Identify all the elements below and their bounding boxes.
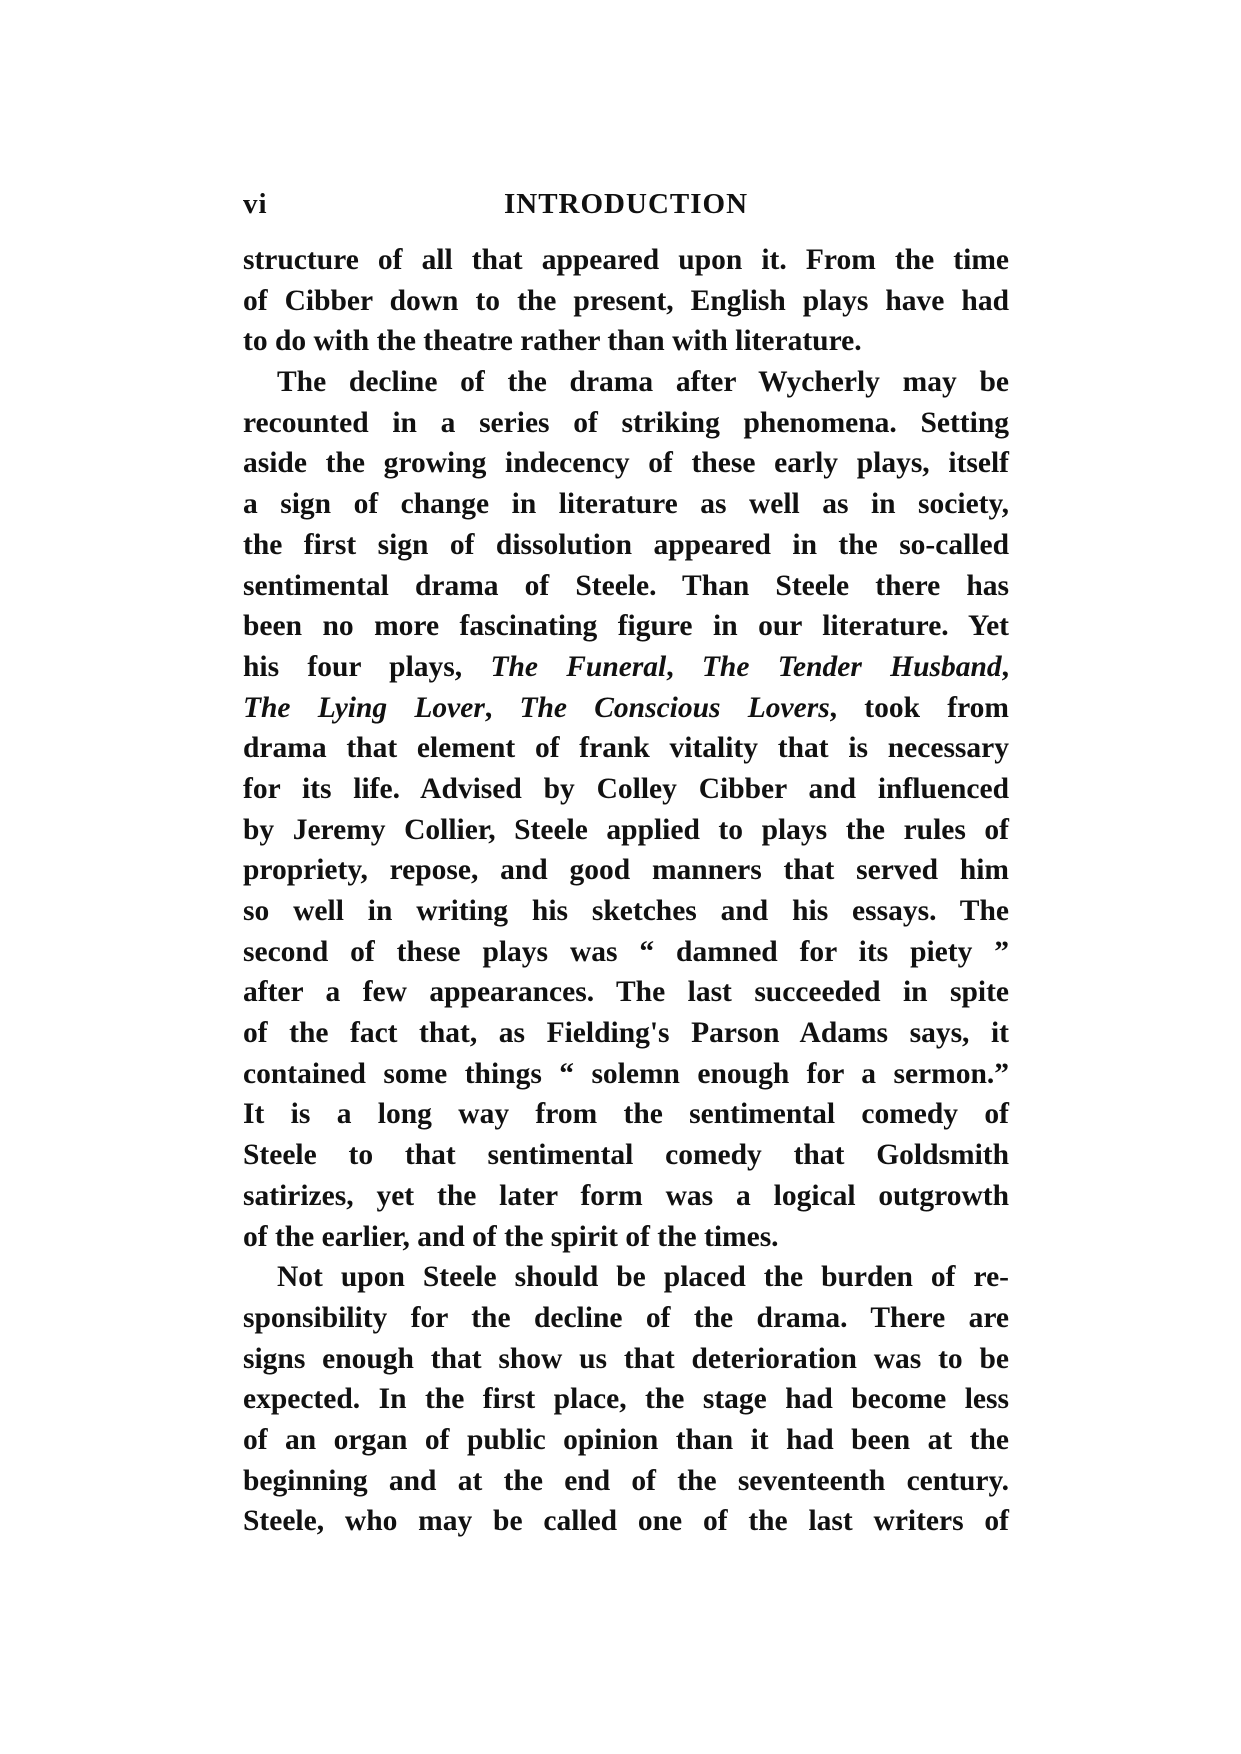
text-line: to do with the theatre rather than with literature. xyxy=(243,325,862,358)
text-line xyxy=(243,647,1009,688)
body-text xyxy=(243,240,1009,1542)
text-line: so well in writing his sketches and his essays. The xyxy=(243,895,1009,927)
text-line: Not upon Steele should be placed the burden of re- xyxy=(277,1261,1009,1294)
text-line: drama that element of frank vitality that is necessary xyxy=(243,732,1009,765)
text-line: signs enough that show us that deterioration was to be xyxy=(243,1342,1009,1375)
text-line: of the fact that, as Fielding's Parson Adams says, it xyxy=(243,1017,1009,1050)
text-line: of Cibber down to the present, English plays have had xyxy=(243,284,1009,317)
text-line: been no more fascinating figure in our literature. Yet xyxy=(243,610,1009,643)
page-header xyxy=(243,188,1009,228)
play-title: The Lying Lover xyxy=(243,691,485,724)
text-line xyxy=(243,688,1009,729)
text-line: structure of all that appeared upon it. From the time xyxy=(243,244,1009,276)
text-line: sentimental drama of Steele. Than Steele there has xyxy=(243,569,1009,602)
text-line: the first sign of dissolution appeared in the so-called xyxy=(243,528,1009,561)
page-number: vi xyxy=(243,188,268,220)
play-title: The Tender Husband xyxy=(701,650,1002,683)
text-line: of an organ of public opinion than it had been at the xyxy=(243,1423,1009,1456)
text-line: Steele, who may be called one of the last writers of xyxy=(243,1505,1009,1538)
text-line: second of these plays was “ damned for its piety ” xyxy=(243,935,1009,968)
text-line: by Jeremy Collier, Steele applied to plays the rules of xyxy=(243,813,1009,846)
text-line: sponsibility for the decline of the drama. There are xyxy=(243,1301,1009,1334)
text-line: of the earlier, and of the spirit of the times. xyxy=(243,1220,779,1253)
text-line: Steele to that sentimental comedy that Goldsmith xyxy=(243,1139,1009,1172)
text-line: contained some things “ solemn enough for a sermon.” xyxy=(243,1057,1009,1090)
text-line: satirizes, yet the later form was a logical outgrowth xyxy=(243,1179,1009,1212)
text-line: It is a long way from the sentimental comedy of xyxy=(243,1098,1009,1131)
text-line: expected. In the first place, the stage had become less xyxy=(243,1383,1009,1416)
text-segment: , xyxy=(666,650,702,683)
text-line: propriety, repose, and good manners that served him xyxy=(243,854,1009,887)
text-line: a sign of change in literature as well as in society, xyxy=(243,488,1009,521)
running-head: INTRODUCTION xyxy=(503,188,749,220)
text-segment: , took from xyxy=(829,691,1009,724)
play-title: The Conscious Lovers xyxy=(519,691,830,724)
text-line: beginning and at the end of the seventeenth century. xyxy=(243,1464,1009,1497)
text-segment: his four plays, xyxy=(243,650,491,683)
text-line: The decline of the drama after Wycherly may be xyxy=(277,366,1009,399)
text-line: for its life. Advised by Colley Cibber and influenced xyxy=(243,772,1009,805)
play-title: The Funeral xyxy=(490,650,667,683)
text-line: after a few appearances. The last succeeded in spite xyxy=(243,976,1009,1009)
text-segment: , xyxy=(1001,650,1009,683)
text-line: aside the growing indecency of these early plays, itself xyxy=(243,447,1009,480)
text-line: recounted in a series of striking phenomena. Setting xyxy=(243,406,1009,439)
text-segment: , xyxy=(484,691,520,724)
